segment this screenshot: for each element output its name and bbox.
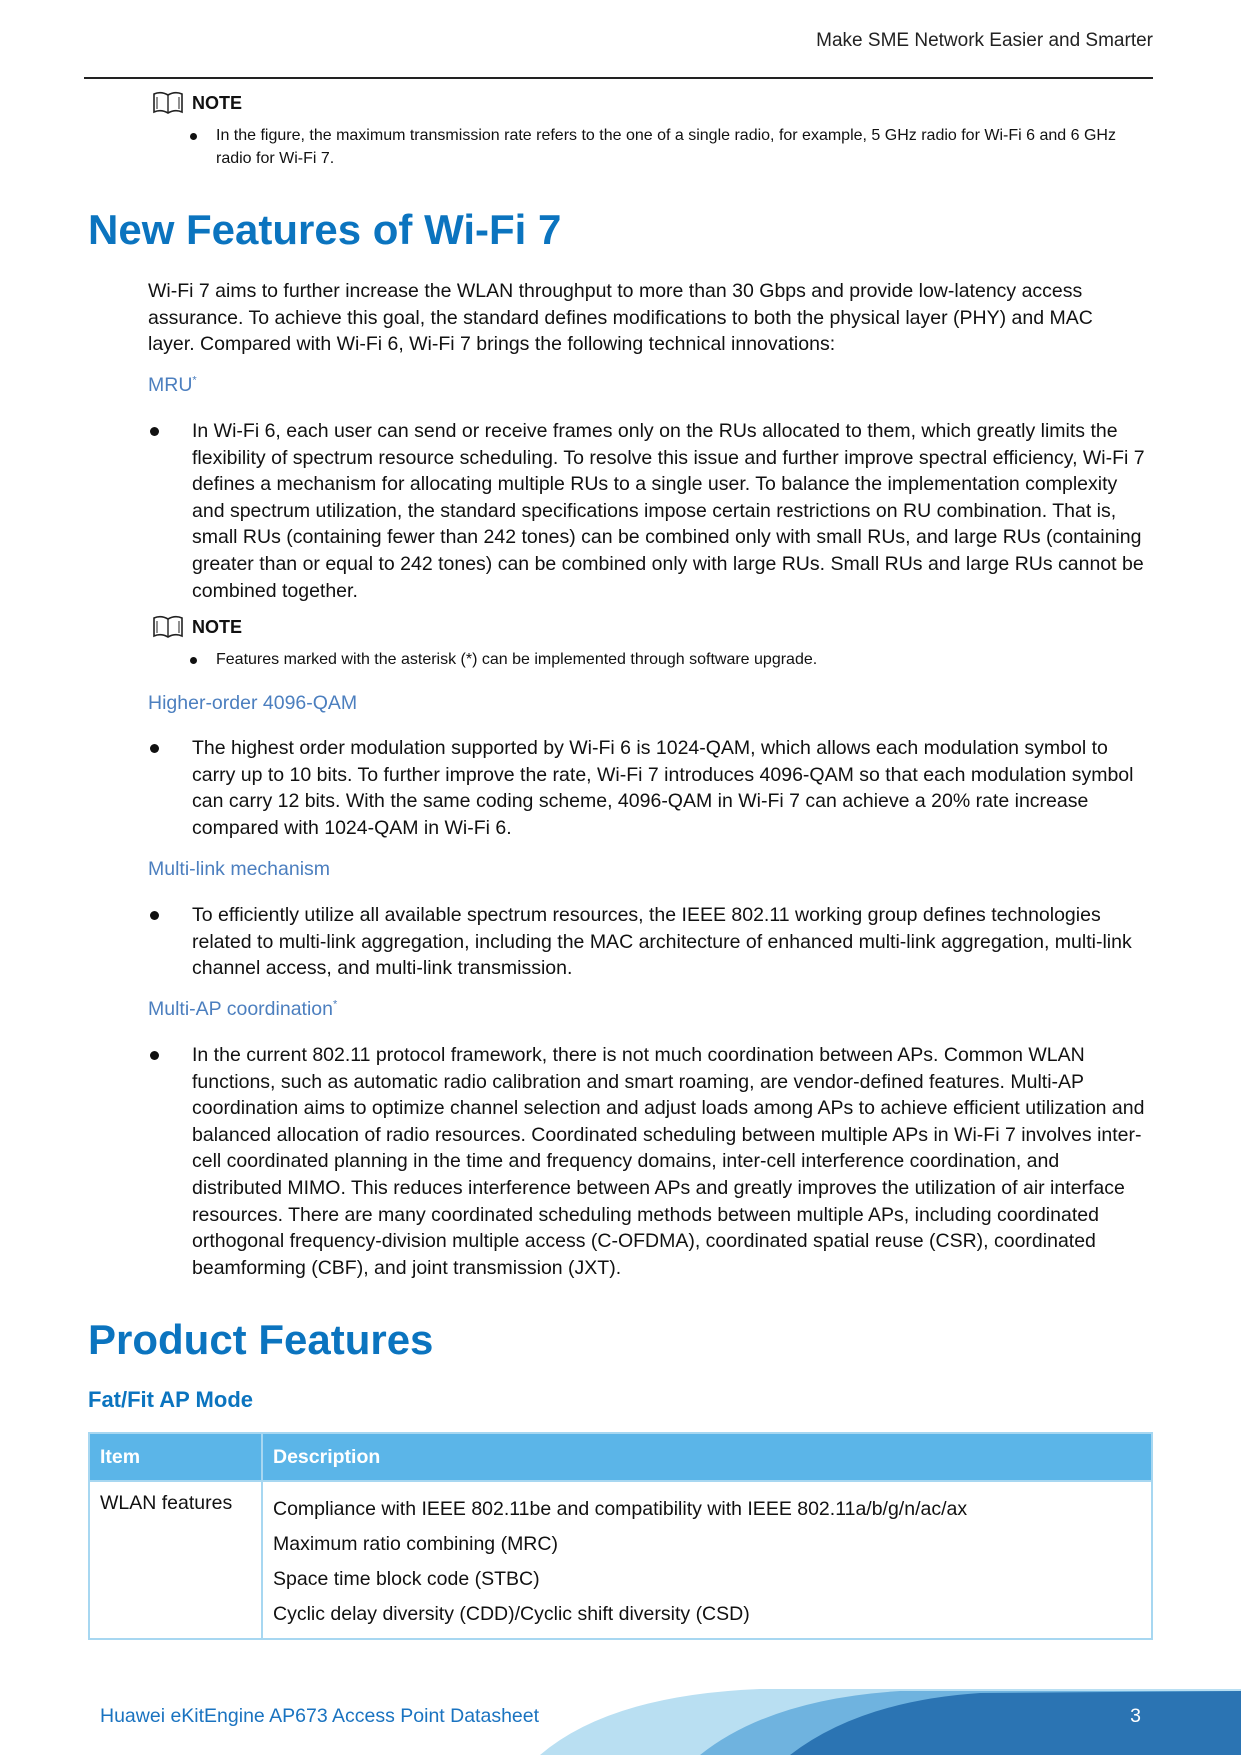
list-item: In the current 802.11 protocol framework, there is not much coordination between APs. Common WLAN functions, such as automatic radio calibration and smart roaming, are vendor-defined features. Multi-AP coordination aims to optimize channel selection and adjust loads among APs to achieve efficient utilization and balanced allocation of radio resources. Coordinated scheduling between multiple APs in Wi-Fi 7 involves inter-cell coordinated planning in the time and frequency domains, inter-cell interference coordination, and distributed MIMO. This reduces interference between APs and greatly improves the utilization of air interface resources. There are many coordinated scheduling methods between multiple APs, including coordinated orthogonal frequency-division multiple access (C-OFDMA), coordinated spatial reuse (CSR), coordinated beamforming (CBF), and joint transmission (JXT). [148, 1042, 1153, 1281]
note-item: Features marked with the asterisk (*) can be implemented through software upgrade. [152, 648, 1152, 671]
note-item: In the figure, the maximum transmission rate refers to the one of a single radio, for example, 5 GHz radio for Wi-Fi 6 and 6 GHz radio for Wi-Fi 7. [152, 124, 1152, 170]
description-line: Cyclic delay diversity (CDD)/Cyclic shift diversity (CSD) [273, 1603, 750, 1625]
subheading-multiap: Multi-AP coordination* [148, 998, 338, 1020]
note-header [152, 90, 1152, 116]
subheading-multilink: Multi-link mechanism [148, 858, 331, 880]
description-line: Space time block code (STBC) [273, 1568, 540, 1590]
bullet-list-mru [148, 418, 1153, 604]
page-number: 3 [1130, 1705, 1141, 1727]
section-title-new-features: New Features of Wi-Fi 7 [88, 206, 562, 253]
bullet-list-qam [148, 735, 1153, 841]
book-icon [152, 614, 184, 640]
note-box [152, 614, 1152, 671]
column-header-description: Description [262, 1433, 1152, 1481]
intro-paragraph: Wi-Fi 7 aims to further increase the WLAN throughput to more than 30 Gbps and provide low-latency access assurance. To achieve this goal, the standard defines modifications to both the physical layer (PHY) and MAC layer. Compared with Wi-Fi 6, Wi-Fi 7 brings the following technical innovations: [148, 280, 1093, 355]
table-header-row [89, 1433, 1152, 1481]
asterisk-mark: * [332, 998, 338, 1011]
note-label: NOTE [192, 616, 243, 637]
note-box [152, 90, 1152, 170]
description-cell [262, 1481, 1152, 1639]
note-list [152, 124, 1152, 170]
section-title-product-features: Product Features [88, 1316, 434, 1363]
table-row [89, 1481, 1152, 1639]
book-icon [152, 90, 184, 116]
note-label: NOTE [192, 92, 243, 113]
list-item: In Wi-Fi 6, each user can send or receive frames only on the RUs allocated to them, which greatly limits the flexibility of spectrum resource scheduling. To resolve this issue and further improve spectral efficiency, Wi-Fi 7 defines a mechanism for allocating multiple RUs to a single user. To balance the implementation complexity and spectrum utilization, the standard specifications impose certain restrictions on RU combination. That is, small RUs (containing fewer than 242 tones) can be combined only with small RUs, and large RUs (containing greater than or equal to 242 tones) can be combined only with large RUs. Small RUs and large RUs cannot be combined together. [148, 418, 1153, 604]
feature-table [88, 1432, 1153, 1640]
note-header [152, 614, 1152, 640]
header-tagline: Make SME Network Easier and Smarter [816, 30, 1153, 51]
description-line: Maximum ratio combining (MRC) [273, 1533, 558, 1555]
list-item: The highest order modulation supported by Wi-Fi 6 is 1024-QAM, which allows each modulation symbol to carry up to 10 bits. To further improve the rate, Wi-Fi 7 introduces 4096-QAM so that each modulation symbol can carry 12 bits. With the same coding scheme, 4096-QAM in Wi-Fi 7 can achieve a 20% rate increase compared with 1024-QAM in Wi-Fi 6. [148, 735, 1153, 841]
note-list [152, 648, 1152, 671]
item-cell: WLAN features [89, 1481, 262, 1639]
asterisk-mark: * [192, 374, 197, 387]
bullet-list-multilink [148, 902, 1153, 982]
footer-document-title: Huawei eKitEngine AP673 Access Point Datasheet [100, 1705, 540, 1727]
bullet-list-multiap [148, 1042, 1153, 1281]
header-rule [84, 77, 1153, 79]
subsection-title-fat-fit: Fat/Fit AP Mode [88, 1387, 253, 1412]
subheading-qam: Higher-order 4096-QAM [148, 692, 358, 714]
list-item: To efficiently utilize all available spectrum resources, the IEEE 802.11 working group defines technologies related to multi-link aggregation, including the MAC architecture of enhanced multi-link aggregation, multi-link channel access, and multi-link transmission. [148, 902, 1153, 982]
subheading-mru: MRU* [148, 374, 197, 396]
description-line: Compliance with IEEE 802.11be and compatibility with IEEE 802.11a/b/g/n/ac/ax [273, 1498, 968, 1520]
column-header-item: Item [89, 1433, 262, 1481]
